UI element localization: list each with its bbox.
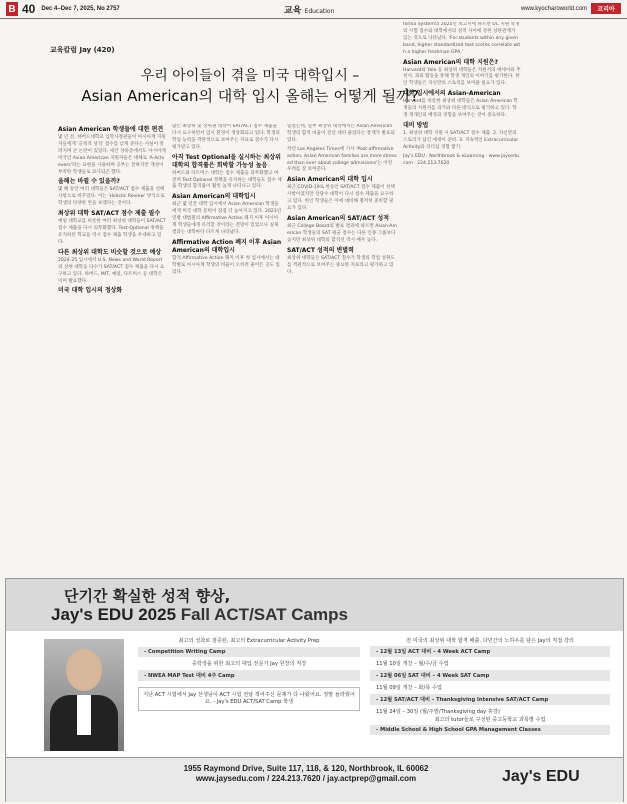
ad-program: - Competition Writing Camp xyxy=(138,647,360,657)
paragraph: 하버드와 다트머스 대학은 점수 제출을 의무화했고 여전히 Test Optional 정책을 유지하는 대학들도 점수 제출 학생의 합격률이 훨씬 높게 나타나고 있다. xyxy=(172,170,282,190)
section-badge: B xyxy=(6,2,18,16)
camp-item: - 12월 06일 SAT 대비 – 4 Week SAT Camp xyxy=(370,670,610,681)
ad-text: 중학생을 위한 최고의 대입 전문가 Jay 원장의 직강 xyxy=(191,661,307,667)
paragraph: 최근 COVID-19로 한동안 SAT/ACT 점수 제출이 선택 사항이었지만 상당수 대학이 다시 점수 제출을 요구하고 있다. 한인 학생들은 이에 대비해 철저히 준비할 필요가 있다. xyxy=(287,185,395,212)
address-text: 1955 Raymond Drive, Suite 117, 118, & 120, Northbrook, IL 60062 xyxy=(183,764,429,773)
newspaper-logo: 코리아 xyxy=(591,3,621,14)
paragraph: 몇 해 동안 여러 대학들은 SAT/ACT 점수 제출을 선택 사항으로 바꾸었다. 이는 'Holistic Review' 방식으로 학생의 다양한 면을 보겠다는 것이다. xyxy=(58,187,165,207)
subheading: 대학 입시에서의 Asian-American xyxy=(403,90,501,98)
ad-title-line1: 단기간 확실한 성적 향상, xyxy=(64,587,231,605)
camp-item: - 12월 SAT/ACT 대비 – Thanksgiving Intensive SAT/ACT Camp xyxy=(370,694,610,705)
photo-head xyxy=(66,649,102,691)
camp-schedule: 11월 09일 개강 – 화/목 수업 xyxy=(376,685,442,691)
subheading: Asian American의 대학 지원은? xyxy=(403,58,498,66)
paragraph: 많은 최상위 및 상위권 대학이 SAT/ACT 점수 제출을 다시 요구하면서 입시 환경이 정상화되고 있다. 학생의 학업 능력을 객관적으로 보여주는 지표로 점수가 다시 평가받고 있다. xyxy=(172,124,280,150)
subheading: Affirmative Action 폐지 이후 Asian American의 대학입시 xyxy=(172,238,282,254)
subheading: Asian American의 대학 입시 xyxy=(287,176,373,184)
paragraph: fornia System의 2025년 보고서에 따르면 UC 지원 학생의 시험 점수와 대학에서의 성적 사이에 강한 상관관계가 있는 것으로 나타났다. 'For students within any given band, higher standardized test scores correlate with a higher freshman GPA.' xyxy=(403,22,521,55)
ad-middle-column xyxy=(138,637,360,711)
paragraph: 합격 Affirmative Action 폐지 이후 첫 입시에서는 대학별로 아시아계 학생의 비율이 오히려 줄어든 곳도 있었다. xyxy=(172,255,280,275)
paragraph: Harvard를 비롯한 최상위 대학들은 Asian American 학생들의 지원서를 과거와 다른 방식으로 평가하고 있다. 학생 개개인의 배경과 경험을 보여주는 것이 중요하다. xyxy=(403,99,518,119)
ad-text: 전 미국의 최상위 대학 합격 배출, 다년간의 노하우를 담은 Jay의 직접 강의 xyxy=(406,638,574,644)
website-url[interactable]: www.kyocharoworld.com xyxy=(520,6,587,12)
ad-text: 최고의 tutor들로 구성된 중고등학교 과목별 수업 xyxy=(434,717,546,723)
camp-schedule: 11월 24일 – 30일 (월/주말/Thanksgiving day 휴강) xyxy=(376,709,500,715)
paragraph: 몇 년 전, 하버드대학교 입학사정관들이 아시아계 지원자들에게 '긍정적 성격' 점수를 낮게 준다는 사실이 알려지며 큰 논란이 있었다. 세간 상류층에서도 아시아계 미국인 Asian American 지원자들은 대체로 'A-Achievers'라는 표현을 사용하며 공부는 잘하지만 개성이 부족한 학생들로 묘사되곤 했다. xyxy=(58,135,166,175)
subheading: 최상위 대학 SAT/ACT 점수 제출 필수 xyxy=(58,210,161,218)
ad-address xyxy=(156,764,456,784)
section-title: 교육 Education xyxy=(284,5,335,16)
article-column-2 xyxy=(172,124,282,572)
paragraph: 최근 College Board의 발표 결과에 따르면 Asian-American 학생들의 SAT 평균 점수는 다른 인종 그룹보다 높지만 최상위 대학의 합격선 역시 매우 높다. xyxy=(287,223,397,243)
subheading: 대비 방법 xyxy=(403,121,429,129)
article-column-1 xyxy=(58,124,166,572)
camp-item: - 12월 13일 ACT 대비 – 4 Week ACT Camp xyxy=(370,646,610,657)
subheading: 다른 최상위 대학도 비슷할 것으로 예상 xyxy=(58,248,162,256)
headline-line2: Asian American의 대학 입시 올해는 어떻게 될까? xyxy=(81,87,419,105)
article-column-4 xyxy=(403,22,521,572)
subheading: 올해는 바뀔 수 있을까? xyxy=(58,178,120,186)
instructor-photo xyxy=(44,639,124,751)
ad-text: 최고의 성과로 검증된, 최고의 Extracurricular Activity Prep xyxy=(178,638,320,644)
subheading: 아직 Test Optional을 실시하는 최상위 대학의 합격률은 희박할 가능성 높음 xyxy=(172,153,281,169)
paragraph: 2024-25 입시에서 U.S. News and World Report의 상위 대학들 다수가 SAT/ACT 점수 제출을 다시 요구하고 있다. 하버드, MIT, 예일, 다트머스 등 대학은 이미 발표했다. xyxy=(58,257,165,284)
paragraph: 최근 몇 년간 대학 입시에서 Asian American 학생들에게 미국 대학 문턱이 점점 더 높아지고 있다. 2023년 연방 대법원의 Affirmative Action 폐지 이후 아시아계 학생들에게 유리할 것이라는 전망이 있었으나 실제 결과는 대학마다 다르게 나타났다. xyxy=(172,202,282,235)
subheading: Asian American 학생들에 대한 편견 xyxy=(58,126,164,133)
paragraph: 1. 최상위 대학 지원 시 SAT/ACT 점수 제출. 2. 자신만의 스토리가 담긴 에세이 준비. 3. 지속적인 Extracurricular Activity와 리더십 경험 쌓기. xyxy=(403,130,519,150)
testimonial-box: 지난 ACT 시험에서 Jay 선생님이 ACT 시험 전날 적어주신 문제가 다 나왔어요. 정말 놀라웠어요. - Jay's EDU ACT/SAT Camp 학생 xyxy=(138,687,360,711)
subheading: Asian American의 SAT/ACT 성적 xyxy=(287,214,390,222)
author-signature: Jay's EDU · Northbrook & eLearning · www.jaysedu.com · 224.213.7620 xyxy=(403,153,521,166)
paragraph: 작년 Los Angeles Times에 기사 'Post-affirmative action, Asian American families are more stressed than ever about college admissions'는 이런 우려를 잘 보여준다. xyxy=(287,146,397,173)
page-header xyxy=(0,0,627,19)
headline-line1: 우리 아이들이 겪을 미국 대학입시 – xyxy=(140,68,360,84)
subheading: SAT/ACT 성적의 변별력 xyxy=(287,246,354,254)
camp-schedule: 11월 10일 개강 – 월/수/금 수업 xyxy=(376,661,449,667)
column-label: 교육칼럼 Jay (420) xyxy=(50,46,115,54)
article-column-3 xyxy=(287,124,397,572)
subheading: Asian American의 대학입시 xyxy=(172,193,256,201)
ad-right-column xyxy=(370,637,610,737)
paragraph: Harvard와 Yale 등 최상위 대학들은 지원서의 에세이와 추천서, 과외 활동을 통해 학생 개인의 이야기를 평가한다. 한인 학생들은 자신만의 스토리를 보여줄 필요가 있다. xyxy=(403,67,521,87)
paragraph: 최상위 대학들은 SAT/ACT 점수가 학생의 학업 성취도를 객관적으로 보여주는 중요한 지표라고 평가하고 있다. xyxy=(287,255,395,275)
page-number: 40 xyxy=(22,2,36,16)
contact-links[interactable]: www.jaysedu.com / 224.213.7620 / jay.actprep@gmail.com xyxy=(195,774,417,783)
ad-program: - NWEA MAP Test 대비 4주 Camp xyxy=(138,670,360,681)
subheading: 미국 대학 입시의 정상화 xyxy=(58,287,123,295)
issue-date: Dec 4–Dec 7, 2025, No 2757 xyxy=(41,6,120,12)
ad-title-line2: Jay's EDU 2025 Fall ACT/SAT Camps xyxy=(51,605,348,624)
paragraph: 일었는데, 일부 최상위 대학에서는 Asian American 학생의 합격 비율이 전년 대비 줄었다는 통계가 발표되었다. xyxy=(287,124,395,143)
paragraph: 예일 대학교를 비롯한 여러 최상위 대학들이 SAT/ACT 점수 제출을 다시 의무화했다. Test-Optional 정책을 유지하던 학교들 역시 점수 제출 학생을 우대하고 있다. xyxy=(58,219,166,245)
brand-logo: Jay's EDU xyxy=(502,768,580,785)
camp-item: - Middle School & High School GPA Management Classes xyxy=(370,725,610,735)
advertisement xyxy=(5,578,624,802)
ad-footer xyxy=(6,757,623,802)
article-headline xyxy=(60,66,440,106)
photo-shirt xyxy=(77,695,91,735)
